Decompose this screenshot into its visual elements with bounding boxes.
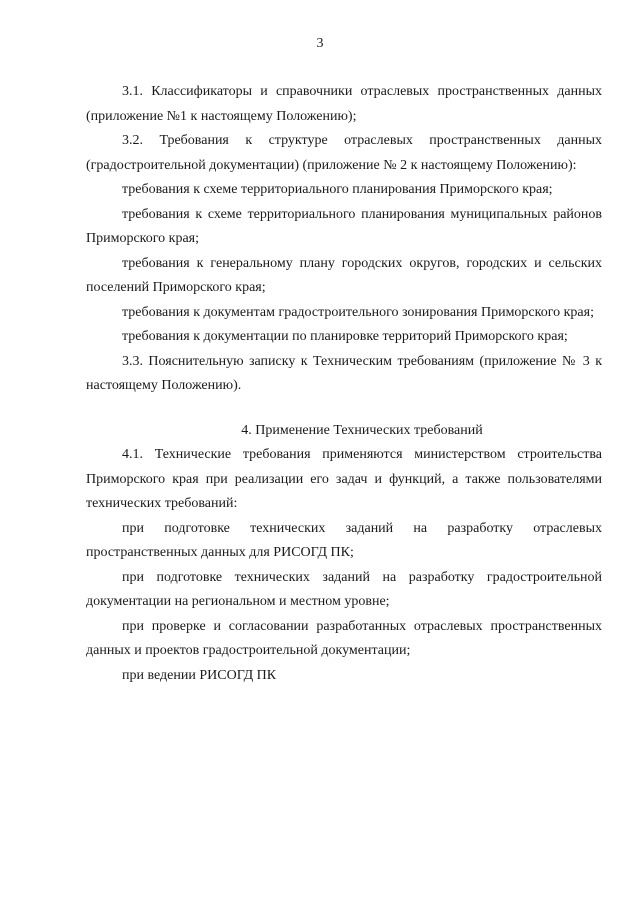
list-item-planning-documentation: требования к документации по планировке территорий Приморского края;: [122, 329, 568, 344]
list-item-general-plan: требования к генеральному плану городских округов, городских и сельских поселений Приморского края;: [86, 255, 602, 295]
paragraph-3-2: 3.2. Требования к структуре отраслевых пространственных данных (градостроительной документации) (приложение № 2 к настоящему Положению):: [86, 133, 602, 173]
document-body: [86, 80, 602, 688]
paragraph-3-1: 3.1. Классификаторы и справочники отраслевых пространственных данных (приложение №1 к настоящему Положению);: [86, 84, 602, 124]
list-item-territorial-scheme-municipal: требования к схеме территориального планирования муниципальных районов Приморского края;: [86, 206, 602, 246]
section-spacer: [86, 399, 602, 419]
list-item-tech-tasks-urban-docs: при подготовке технических заданий на разработку градостроительной документации на региональном и местном уровне;: [86, 569, 602, 609]
list-item-zoning-documents: требования к документам градостроительного зонирования Приморского края;: [122, 304, 594, 320]
page-number: 3: [316, 36, 324, 51]
list-item-tech-tasks-spatial-data: при подготовке технических заданий на разработку отраслевых пространственных данных для РИСОГД ПК;: [86, 520, 602, 560]
paragraph-3-3: 3.3. Пояснительную записку к Техническим требованиям (приложение № 3 к настоящему Положению).: [86, 353, 602, 393]
list-item-risogd-maintenance: при ведении РИСОГД ПК: [122, 667, 277, 683]
paragraph-4-1: 4.1. Технические требования применяются министерством строительства Приморского края при реализации его задач и функций, а также пользователями технических требований:: [86, 447, 602, 511]
list-item-verification: при проверке и согласовании разработанных отраслевых пространственных данных и проектов градостроительной документации;: [86, 618, 602, 658]
section-4-heading: 4. Применение Технических требований: [241, 422, 483, 438]
list-item-territorial-scheme-region: требования к схеме территориального планирования Приморского края;: [122, 182, 553, 197]
